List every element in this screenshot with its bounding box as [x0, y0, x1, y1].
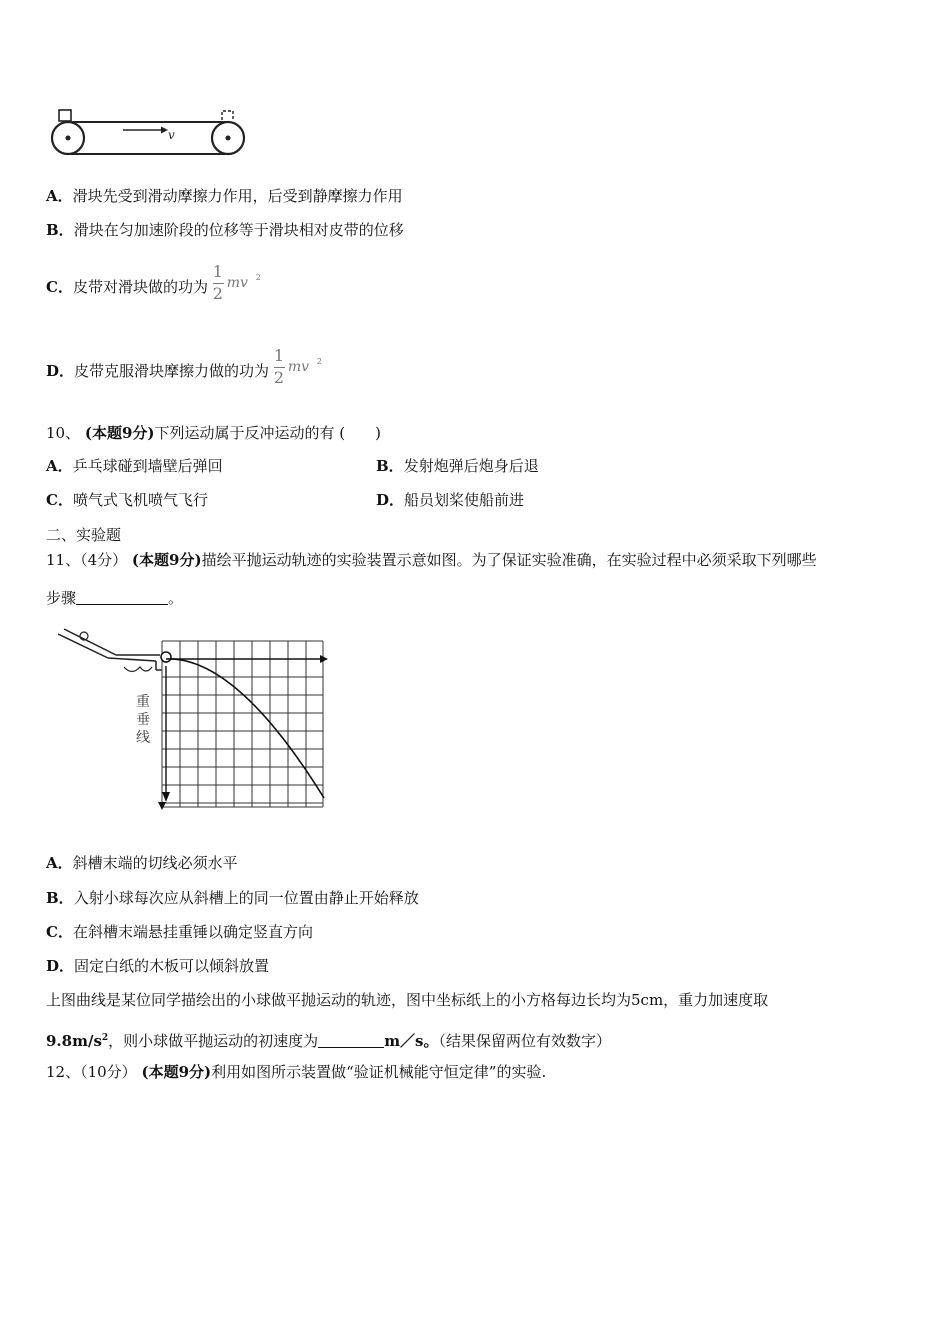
fraction-half-mv-squared: [213, 262, 263, 306]
option-text: 发射炮弹后炮身后退: [403, 457, 539, 475]
option-label: D．: [46, 957, 75, 975]
follow-text: ，则小球做平抛运动的初速度为: [108, 1032, 319, 1050]
answer-blank: [76, 590, 168, 605]
option-text: 乒乓球碰到墙壁后弹回: [72, 457, 223, 475]
q11-option-a: [46, 853, 238, 873]
question-number: 12、: [46, 1063, 81, 1081]
question-text: 利用如图所示装置做“验证机械能守恒定律”的实验.: [211, 1063, 547, 1081]
q10-option-c: [46, 490, 208, 510]
gravity-value: 9.8m/s: [46, 1032, 102, 1050]
question-tag: (本题9分): [84, 424, 155, 442]
q10-option-a: [46, 456, 223, 476]
question-tag: (本题9分): [141, 1063, 212, 1081]
fraction-numerator: 1: [273, 346, 284, 365]
q9-option-d: [46, 346, 324, 390]
option-text: 皮带克服滑块摩擦力做的功为: [74, 362, 270, 380]
q11-stem-cont: [46, 588, 183, 608]
section-title: 二、实验题: [46, 526, 122, 544]
option-label: C．: [46, 491, 73, 509]
q9-option-c: [46, 262, 263, 306]
option-label: A．: [46, 187, 73, 205]
q11-follow-up-2: [46, 1028, 611, 1051]
q10-option-d: [376, 490, 524, 510]
fraction-denominator: 2: [273, 368, 284, 387]
x-axis-arrowhead: [320, 655, 328, 663]
option-text: 船员划桨使船前进: [404, 491, 525, 509]
grid-corner-arrowhead: [158, 802, 166, 810]
option-label: A．: [46, 457, 73, 475]
q11-follow-up-1: 上图曲线是某位同学描绘出的小球做平抛运动的轨迹，图中坐标纸上的小方格每边长均为5cm，重力加速度取: [46, 991, 769, 1009]
fraction-half-mv-squared: [274, 346, 324, 390]
gravity-power: 2: [101, 1033, 109, 1043]
slider-dashed-end: [222, 111, 233, 120]
option-label: C．: [46, 278, 73, 296]
follow-note: （结果保留两位有效数字）: [438, 1032, 612, 1050]
launch-ball: [161, 652, 171, 662]
plumb-line-arrowhead: [162, 792, 170, 802]
option-text: 滑块先受到滑动摩擦力作用，后受到静摩擦力作用: [72, 187, 403, 205]
slider-block: [59, 110, 71, 121]
coordinate-grid: [162, 641, 323, 807]
fraction-body: mv: [287, 359, 309, 375]
right-pulley-axle: [226, 136, 231, 141]
question-text-end: 。: [168, 589, 184, 607]
q11-stem: [46, 550, 817, 570]
q12-stem: [46, 1062, 546, 1082]
velocity-arrowhead: [161, 127, 168, 134]
fraction-denominator: 2: [212, 284, 223, 303]
fraction-body: mv: [226, 275, 248, 291]
option-text: 皮带对滑块做的功为: [72, 278, 208, 296]
option-label: D．: [376, 491, 405, 509]
option-label: B．: [46, 889, 74, 907]
fraction-numerator: 1: [212, 262, 223, 281]
q11-option-b: [46, 888, 419, 908]
conveyor-belt-figure: [46, 108, 251, 162]
question-score: （10分）: [80, 1063, 137, 1081]
question-number: 10、: [46, 424, 81, 442]
option-text: 在斜槽末端悬挂重锤以确定竖直方向: [72, 923, 313, 941]
q10-option-b: [376, 456, 539, 476]
trajectory-curve: [166, 659, 324, 798]
plumb-label-1: 重: [136, 694, 150, 710]
question-text: 下列运动属于反冲运动的有 ( ): [154, 424, 381, 442]
fraction-power: 2: [255, 273, 261, 282]
option-text: 滑块在匀加速阶段的位移等于滑块相对皮带的位移: [73, 221, 404, 239]
q9-option-a: [46, 186, 403, 206]
plumb-label-3: 线: [136, 730, 150, 746]
ramp: [58, 629, 162, 670]
option-text: 入射小球每次应从斜槽上的同一位置由静止开始释放: [73, 889, 419, 907]
option-label: A．: [46, 854, 73, 872]
q9-option-b: [46, 220, 404, 240]
option-label: D．: [46, 362, 75, 380]
question-tag: (本题9分): [131, 551, 202, 569]
question-text: 描绘平抛运动轨迹的实验装置示意如图。为了保证实验准确，在实验过程中必须采取下列哪些: [201, 551, 817, 569]
plumb-label-2: 垂: [136, 712, 150, 728]
option-label: C．: [46, 923, 73, 941]
unit-text: m／s。: [384, 1032, 439, 1050]
q11-option-d: [46, 956, 269, 976]
question-score: （4分）: [80, 551, 128, 569]
left-pulley-axle: [66, 136, 71, 141]
clamp-icon: [124, 667, 152, 672]
velocity-label: v: [168, 128, 175, 142]
projectile-grid-figure: [56, 626, 336, 812]
option-label: B．: [376, 457, 404, 475]
q10-stem: [46, 423, 381, 443]
question-text-cont: 步骤: [46, 589, 77, 607]
answer-blank: [318, 1033, 384, 1048]
option-text: 固定白纸的木板可以倾斜放置: [74, 957, 270, 975]
option-label: B．: [46, 221, 74, 239]
fraction-power: 2: [316, 357, 322, 366]
question-number: 11、: [46, 551, 81, 569]
q11-option-c: [46, 922, 313, 942]
option-text: 喷气式飞机喷气飞行: [72, 491, 208, 509]
option-text: 斜槽末端的切线必须水平: [72, 854, 238, 872]
